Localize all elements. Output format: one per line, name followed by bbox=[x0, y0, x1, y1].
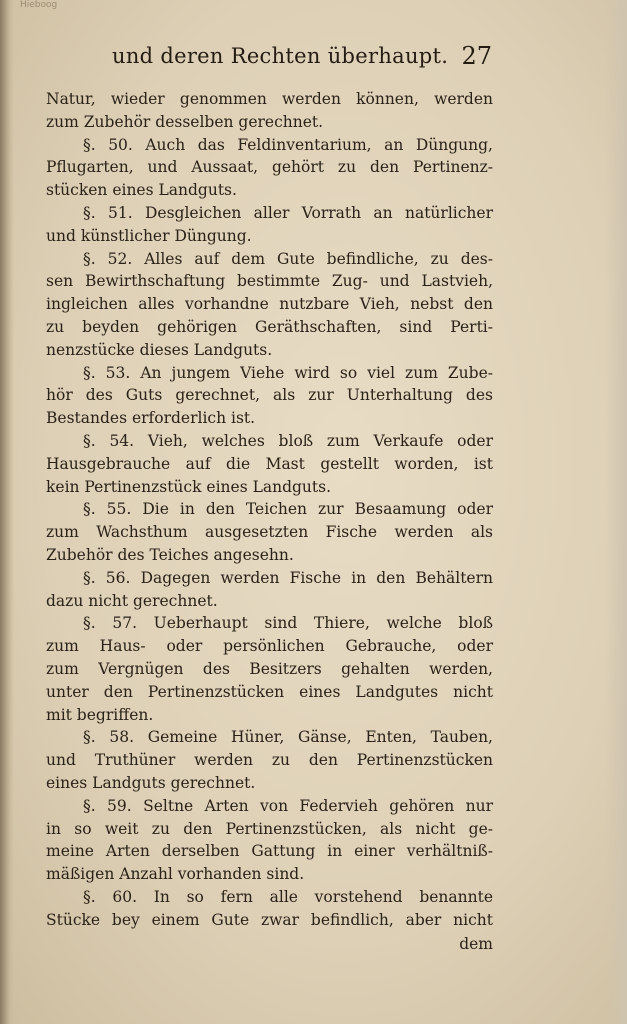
text-line: §. 55. Die in den Teichen zur Besaamung oder bbox=[83, 500, 493, 519]
text-line: §. 58. Gemeine Hüner, Gänse, Enten, Tauben, bbox=[83, 728, 493, 747]
text-line: Bestandes erforderlich ist. bbox=[46, 409, 256, 428]
text-line: Zubehör des Teiches angesehn. bbox=[46, 545, 294, 564]
library-stamp-text: Hieboog bbox=[20, 0, 58, 10]
running-title: und deren Rechten überhaupt. bbox=[112, 44, 449, 68]
text-line: §. 59. Seltne Arten von Federvieh gehören nur bbox=[83, 796, 493, 815]
text-line: zu beyden gehörigen Geräthschaften, sind Perti- bbox=[46, 317, 493, 336]
text-line: §. 56. Dagegen werden Fische in den Behältern bbox=[83, 568, 493, 587]
text-line: in so weit zu den Pertinenzstücken, als nicht ge- bbox=[46, 819, 493, 838]
page-outer-edge bbox=[605, 0, 627, 1024]
text-line: zum Wachsthum ausgesetzten Fische werden als bbox=[46, 523, 493, 542]
text-line: §. 60. In so fern alle vorstehend benannte bbox=[83, 887, 493, 906]
text-line: unter den Pertinenzstücken eines Landgutes nicht bbox=[46, 682, 493, 701]
text-line: mäßigen Anzahl vorhanden sind. bbox=[46, 865, 305, 884]
text-line: zum Vergnügen des Besitzers gehalten werden, bbox=[46, 659, 493, 678]
text-line: §. 53. An jungem Viehe wird so viel zum Zube- bbox=[83, 363, 493, 382]
text-line: sen Bewirthschaftung bestimmte Zug- und Lastvieh, bbox=[46, 272, 493, 291]
text-line: Natur, wieder genommen werden können, werden bbox=[46, 90, 493, 108]
text-line: kein Pertinenzstück eines Landguts. bbox=[46, 477, 332, 496]
text-line: meine Arten derselben Gattung in einer verhältniß- bbox=[46, 842, 493, 861]
text-line: dazu nicht gerechnet. bbox=[46, 591, 218, 610]
page-gutter-shadow bbox=[0, 0, 14, 1024]
text-line: §. 51. Desgleichen aller Vorrath an natürlicher bbox=[83, 203, 493, 222]
text-line: mit begriffen. bbox=[46, 705, 154, 724]
text-line: §. 54. Vieh, welches bloß zum Verkaufe oder bbox=[83, 431, 493, 450]
text-line: hör des Guts gerechnet, als zur Unterhaltung des bbox=[46, 386, 493, 405]
text-line: und Truthüner werden zu den Pertinenzstücken bbox=[46, 751, 493, 770]
text-line: Hausgebrauche auf die Mast gestellt worden, ist bbox=[46, 454, 493, 473]
text-line: §. 57. Ueberhaupt sind Thiere, welche bloß bbox=[83, 614, 493, 633]
page-header bbox=[112, 44, 492, 76]
text-line: Pflugarten, und Aussaat, gehört zu den Pertinenz- bbox=[46, 158, 493, 177]
text-line: eines Landguts gerechnet. bbox=[46, 773, 256, 792]
text-line: stücken eines Landguts. bbox=[46, 181, 237, 200]
text-line: §. 52. Alles auf dem Gute befindliche, zu des- bbox=[83, 249, 493, 268]
text-line: Stücke bey einem Gute zwar befindlich, aber nicht bbox=[46, 910, 493, 929]
text-line: ingleichen alles vorhandne nutzbare Vieh, nebst den bbox=[46, 295, 493, 314]
text-line: §. 50. Auch das Feldinventarium, an Düngung, bbox=[83, 135, 493, 154]
text-line: und künstlicher Düngung. bbox=[46, 226, 252, 245]
text-line: zum Zubehör desselben gerechnet. bbox=[46, 112, 324, 131]
catchword: dem bbox=[459, 935, 493, 954]
page-number: 27 bbox=[461, 42, 492, 70]
body-text bbox=[46, 88, 493, 956]
text-line: nenzstücke dieses Landguts. bbox=[46, 340, 273, 359]
text-line: zum Haus- oder persönlichen Gebrauche, oder bbox=[46, 637, 493, 656]
